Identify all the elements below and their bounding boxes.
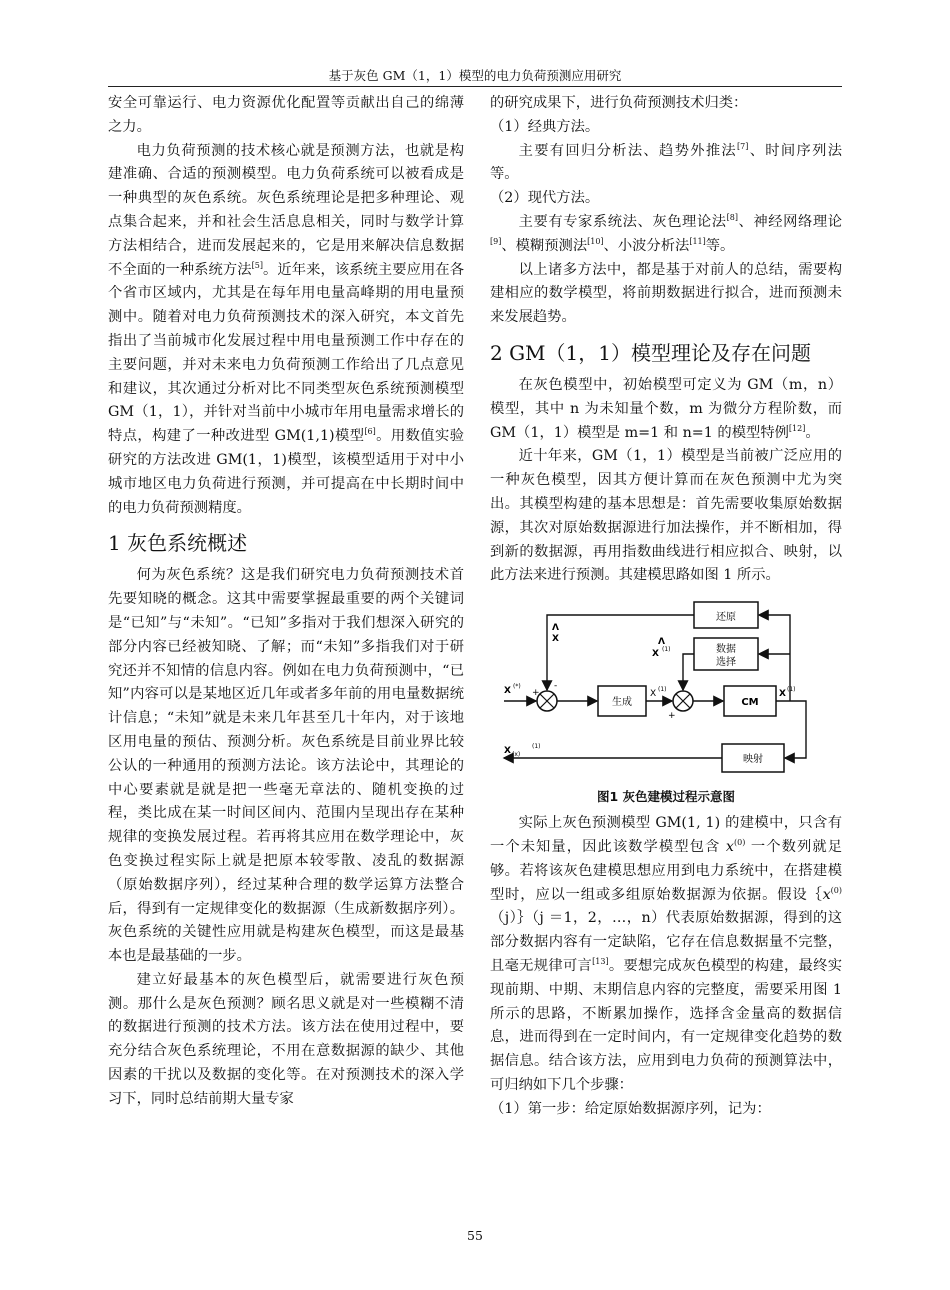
restore-label: 还原 xyxy=(716,612,736,624)
summing-junction-2 xyxy=(673,691,693,711)
paragraph: 安全可靠运行、电力资源优化配置等贡献出自己的绵薄之力。 xyxy=(108,95,464,135)
x1hat-hat: Λ xyxy=(658,637,665,648)
list-item: （1）第一步：给定原始数据源序列，记为： xyxy=(490,1100,771,1117)
paragraph: 电力负荷预测的技术核心就是预测方法，也就是构建准确、合适的预测模型。电力负荷系统可以被看成是一种典型的灰色系统。灰色系统理论是把多种理论、观点集合起来，并和社会生活息息相关，同时与数学计算方法相结合，进而发展起来的，它是用来解决信息数据不全面的一种系统方法[5]。近年来，该系统主要应用在各个省市区域内，尤其是在每年用电量高峰期的用电量预测中。随着对电力负荷预测技术的深入研究，本文首先指出了当前城市化发展过程中用电量预测工作中存在的主要问题，并对未来电力负荷预测工作给出了几点意见和建议，其次通过分析对比不同类型灰色系统预测模型 GM（1，1），并针对当前中小城市年用电量需求增长的特点，构建了一种改进型 GM(1,1)模型[6]。用数值实验研究的方法改进 GM(1，1)模型，该模型适用于对中小城市地区电力负荷进行预测，并可提高在中长期时间中的电力负荷预测精度。 xyxy=(108,142,465,516)
page-number: 55 xyxy=(467,1228,483,1243)
citation[interactable]: [8] xyxy=(726,213,738,223)
paragraph: 主要有回归分析法、趋势外推法[7]、时间序列法等。 xyxy=(490,141,843,183)
x1hat-sup: (1) xyxy=(662,646,671,654)
paragraph: 主要有专家系统法、灰色理论法[8]、神经网络理论[9]、模糊预测法[10]、小波分析法[11]等。 xyxy=(490,213,843,254)
minus-sign: - xyxy=(554,681,558,692)
map-label: 映射 xyxy=(743,754,763,766)
citation[interactable]: [11] xyxy=(689,237,706,247)
output-sub: (x) xyxy=(512,751,521,759)
citation[interactable]: [5] xyxy=(251,260,263,270)
data-select-label: 数据 xyxy=(716,644,736,656)
paragraph: 建立好最基本的灰色模型后，就需要进行灰色预测。那什么是灰色预测？顾名思义就是对一些模糊不清的数据进行预测的技术方法。该方法在使用过程中，要充分结合灰色系统理论，不用在意数据源的缺少、其他因素的干扰以及数据的变化等。在对预测技术的深入学习下，同时总结前期大量专家 xyxy=(108,971,464,1107)
paragraph: 以上诸多方法中，都是基于对前人的总结，需要构建相应的数学模型，将前期数据进行拟合，进而预测未来发展趋势。 xyxy=(490,261,842,326)
x1-sup: (1) xyxy=(658,686,667,694)
xhat-hat: Λ xyxy=(552,623,559,634)
math-symbol: x xyxy=(822,886,831,903)
citation[interactable]: [7] xyxy=(737,141,749,151)
cm-label: CM xyxy=(741,697,759,709)
right-column xyxy=(490,92,842,1122)
running-header: 基于灰色 GM（1，1）模型的电力负荷预测应用研究 xyxy=(108,66,842,87)
plus-sign: + xyxy=(532,688,540,699)
generate-label: 生成 xyxy=(612,697,632,709)
citation[interactable]: [9] xyxy=(490,237,502,247)
citation[interactable]: [6] xyxy=(364,427,376,437)
cm-out-sup: (1) xyxy=(787,686,796,694)
grey-modeling-flow-diagram xyxy=(490,598,842,784)
x0-sup: (*) xyxy=(513,683,521,691)
citation[interactable]: [12] xyxy=(788,423,806,433)
math-symbol: x xyxy=(725,838,734,855)
citation[interactable]: [10] xyxy=(587,237,604,247)
plus-sign: + xyxy=(668,711,676,722)
figure-1-diagram xyxy=(490,598,842,784)
xhat-label: X xyxy=(552,634,559,645)
list-item: （1）经典方法。 xyxy=(490,118,600,135)
x0-label: X xyxy=(504,686,511,697)
paragraph: 的研究成果下，进行负荷预测技术归类： xyxy=(490,95,748,111)
output-label: X xyxy=(504,746,511,757)
left-column xyxy=(108,92,464,1112)
cm-out-label: X xyxy=(779,689,786,700)
x1-label: X xyxy=(650,689,657,700)
citation[interactable]: [13] xyxy=(592,957,609,967)
data-select-label: 选择 xyxy=(716,657,736,669)
summing-junction-1 xyxy=(537,691,557,711)
x1hat-label: X xyxy=(652,649,659,660)
figure-caption: 图1 灰色建模过程示意图 xyxy=(596,789,736,805)
paragraph: 在灰色模型中，初始模型可定义为 GM（m，n）模型，其中 n 为未知量个数，m 为微分方程阶数，而 GM（1，1）模型是 m=1 和 n=1 的模型特例[12]。 xyxy=(490,376,842,441)
paragraph: 实际上灰色预测模型 GM(1, 1) 的建模中，只含有一个未知量，因此该数学模型包含 $x^{(0)}$ 一个数列就足够。若将该灰色建模思想应用到电力系统中，在搭建模型时，应以一组或多组原始数据源为依据。假设$\{x^{(0)}(j)\}(j =1$，2，…，n）代表原始数据源，得到的这部分数据内容有一定缺陷，它存在信息数据量不完整，且毫无规律可言[13]。要想完成灰色模型的构建，最终实现前期、中期、末期信息内容的完整度，需要采用图 1 所示的思路，不断累加操作，选择含金量高的数据信息，进而得到在一定时间内，有一定规律变化趋势的数据信息。结合该方法，应用到电力负荷的预测算法中，可归纳如下几个步骤： xyxy=(490,815,843,1093)
section-heading: 2 GM（1，1）模型理论及存在问题 xyxy=(490,340,811,365)
paragraph: 近十年来，GM（1，1）模型是当前被广泛应用的一种灰色模型，因其方便计算而在灰色预测中尤为突出。其模型构建的基本思想是：首先需要收集原始数据源，其次对原始数据源进行加法操作，并不断相加，得到新的数据源，再用指数曲线进行相应拟合、映射，以此方法来进行预测。其建模思路如图 1 所示。 xyxy=(490,448,842,584)
output-sup: (1) xyxy=(532,743,541,751)
section-heading: 1 灰色系统概述 xyxy=(108,531,248,556)
list-item: （2）现代方法。 xyxy=(490,190,600,207)
paragraph: 何为灰色系统？这是我们研究电力负荷预测技术首先要知晓的概念。这其中需要掌握最重要的两个关键词是“已知”与“未知”。“已知”多指对于我们想深入研究的部分内容已经被知晓、了解；而“未知”多指我们对于研究还并不知情的信息内容。例如在电力负荷预测中，“已知”内容可以是某地区近几年或者多年前的用电量数据统计信息；“未知”就是未来几年甚至几十年内，对于该地区用电量的预估、预测分析。灰色系统是目前业界比较公认的一种通用的预测方法论。该方法论中，其理论的中心要素就是就是把一些毫无章法的、随机变换的过程，类比成在某一时间区间内、范围内呈现出存在某种规律的变换发展过程。若再将其应用在数学理论中，灰色变换过程实际上就是把原本较零散、凌乱的数据源（原始数据序列），经过某种合理的数学运算方法整合后，得到有一定规律变化的数据源（生成新数据序列）。灰色系统的关键性应用就是构建灰色模型，而这是最基本也是最基础的一步。 xyxy=(108,567,464,965)
